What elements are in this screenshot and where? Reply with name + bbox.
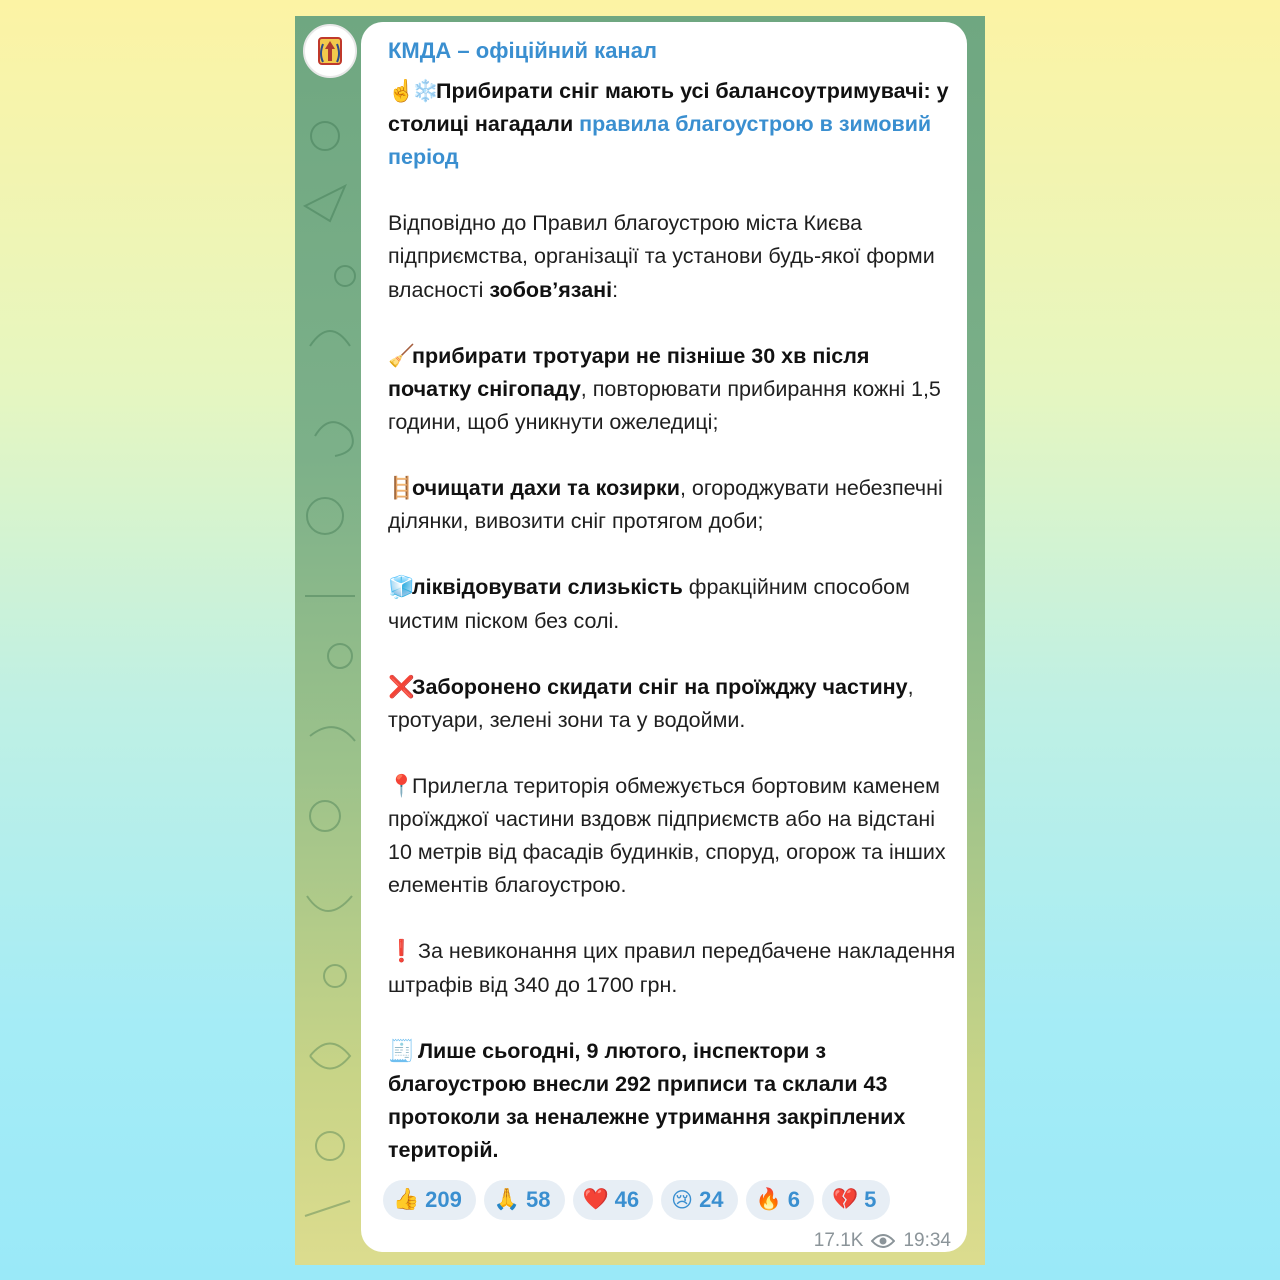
fines-text: За невиконання цих правил передбачене накладення штрафів від 340 до 1700 грн. (388, 939, 956, 997)
receipt-icon: 🧾 (388, 1038, 415, 1063)
exclamation-icon: ❗ (388, 939, 415, 964)
reaction-count: 5 (864, 1187, 877, 1212)
broom-icon: 🧹 (388, 343, 415, 368)
cross-mark-icon: ❌ (388, 674, 415, 699)
reaction-count: 58 (526, 1187, 551, 1212)
thumbs-up-icon: 👍 (393, 1188, 420, 1211)
ice-cube-icon: 🧊 (388, 575, 415, 600)
reaction-broken-heart[interactable] (822, 1180, 890, 1220)
territory-text: Прилегла територія обмежується бортовим каменем проїжджої частини вздовж підприємств або на відстані 10 метрів від фасадів будинків, споруд, огорож та інших елементів благоустрою. (388, 773, 946, 898)
item-sidewalks (388, 340, 958, 439)
reaction-pray[interactable] (484, 1180, 565, 1220)
intro-bold: зобов’язані (489, 277, 613, 302)
item-roofs (388, 472, 958, 538)
ladder-icon: 🪜 (388, 476, 415, 501)
item-slippery (388, 571, 958, 637)
message-bubble (361, 22, 967, 1252)
message-time: 19:34 (903, 1230, 951, 1251)
reaction-thumbs-up[interactable] (383, 1180, 476, 1220)
today-paragraph (388, 1035, 958, 1167)
reaction-cry[interactable] (661, 1180, 737, 1220)
heart-icon: ❤️ (582, 1188, 609, 1211)
reaction-count: 24 (699, 1187, 724, 1212)
post-title (388, 75, 958, 174)
intro-paragraph (388, 207, 958, 306)
item1-bold: прибирати тротуари не пізніше 30 хв після початку снігопаду (388, 343, 870, 401)
finger-icon: ☝️ (388, 79, 415, 103)
message-text (388, 75, 958, 1167)
channel-name[interactable]: КМДА – офіційний канал (388, 38, 657, 63)
item2-text: , огороджувати небезпечні ділянки, вивозити сніг протягом доби; (388, 476, 943, 534)
pray-icon: 🙏 (493, 1188, 521, 1211)
eye-icon (871, 1233, 895, 1249)
item3-text: фракційним способом чистим піском без солі. (388, 575, 910, 633)
rules-link[interactable]: правила благоустрою в зимовий період (388, 112, 932, 170)
snowflake-icon: ❄️ (412, 79, 439, 103)
ban-bold: Заборонено скидати сніг на проїжджу частину (412, 674, 908, 699)
title-bold: Прибирати сніг мають усі балансоутримувачі: у столиці нагадали (388, 79, 949, 137)
intro-end: : (612, 277, 619, 302)
reaction-heart[interactable] (573, 1180, 654, 1220)
today-bold: Лише сьогодні, 9 лютого, інспектори з благоустрою внесли 292 приписи та склали 43 протоколи за неналежне утримання закріплених територій. (388, 1038, 906, 1162)
item1-text: , повторювати прибирання кожні 1,5 години, щоб уникнути ожеледиці; (388, 376, 941, 434)
ban-paragraph (388, 671, 958, 737)
chat-window (295, 16, 985, 1265)
item3-bold: ліквідовувати слизькість (412, 575, 683, 600)
pin-icon: 📍 (388, 773, 415, 798)
ban-text: , тротуари, зелені зони та у водойми. (388, 674, 914, 732)
fines-paragraph (388, 935, 958, 1001)
message-meta (814, 1230, 951, 1252)
reactions-bar (383, 1180, 890, 1220)
channel-avatar[interactable] (303, 24, 357, 78)
reaction-count: 209 (425, 1187, 462, 1212)
kyiv-coat-of-arms-icon (305, 26, 355, 76)
intro-text: Відповідно до Правил благоустрою міста Києва підприємства, організації та установи будь-якої форми власності (388, 211, 935, 302)
crying-face-icon: 😢 (671, 1188, 694, 1212)
item2-bold: очищати дахи та козирки (412, 476, 680, 501)
fire-icon: 🔥 (755, 1188, 782, 1211)
broken-heart-icon: 💔 (831, 1188, 859, 1211)
reaction-count: 6 (787, 1187, 800, 1212)
territory-paragraph (388, 770, 958, 902)
view-count: 17.1K (813, 1230, 864, 1251)
reaction-fire[interactable] (746, 1180, 814, 1220)
reaction-count: 46 (614, 1187, 640, 1212)
